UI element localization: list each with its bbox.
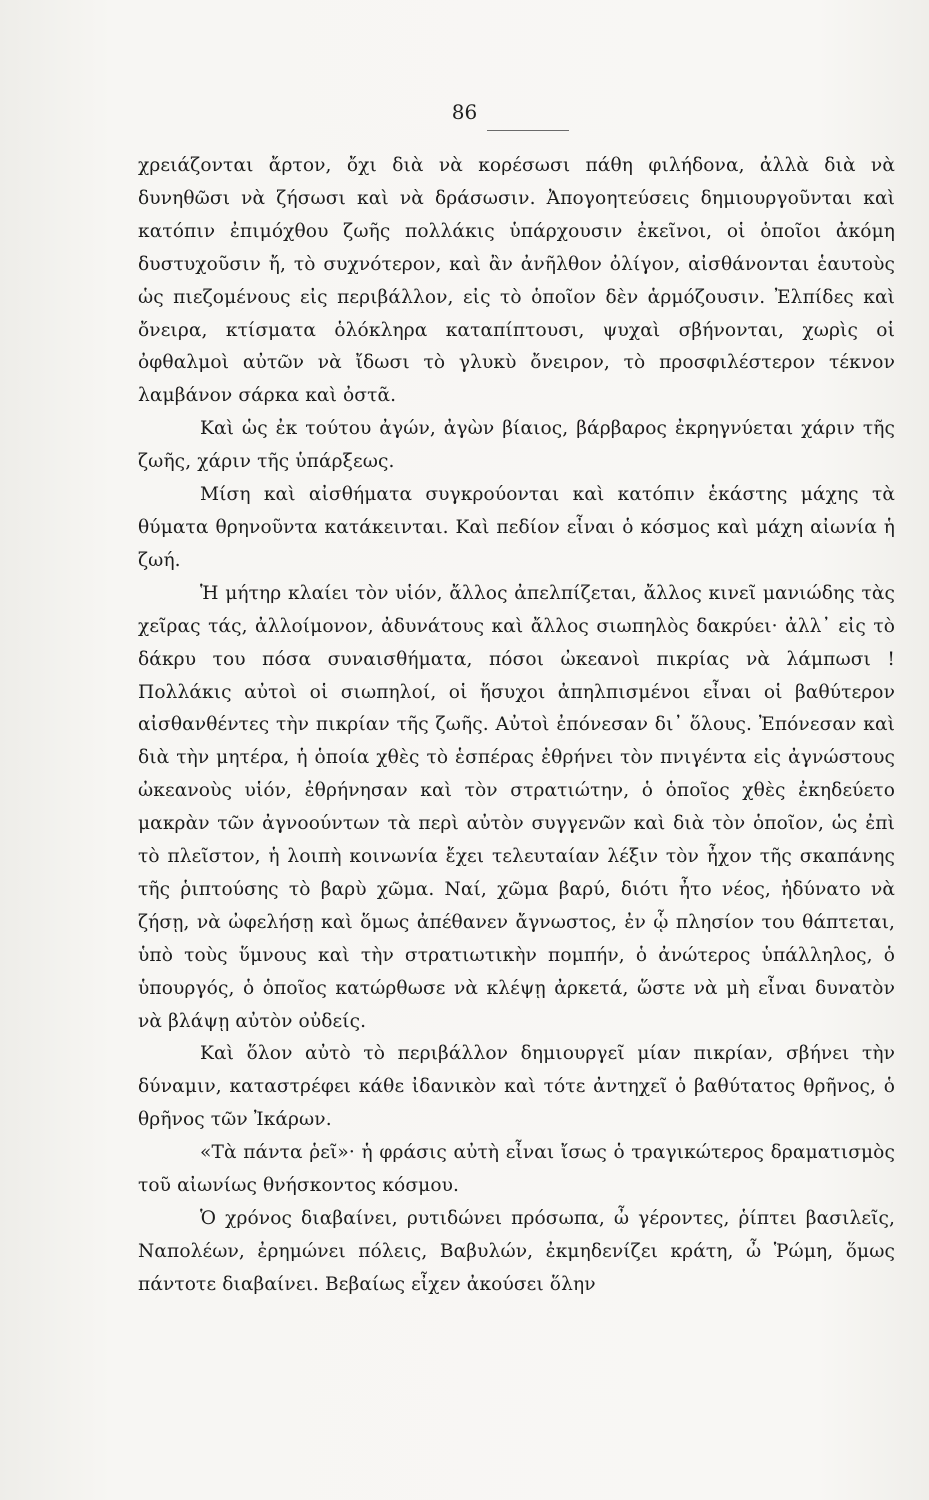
paragraph-2: Καὶ ὡς ἐκ τούτου ἀγών, ἀγὼν βίαιος, βάρβαρος ἐκρηγνύεται χάριν τῆς ζωῆς, χάριν τῆς ὑπάρξεως. xyxy=(138,418,895,473)
body-text xyxy=(138,150,895,1302)
paragraph-3: Μίση καὶ αἰσθήματα συγκρούονται καὶ κατόπιν ἑκάστης μάχης τὰ θύματα θρηνοῦντα κατάκεινται. Καὶ πεδίον εἶναι ὁ κόσμος καὶ μάχη αἰωνία ἡ ζωή. xyxy=(138,484,895,571)
paragraph-6: «Τὰ πάντα ῥεῖ»· ἡ φράσις αὐτὴ εἶναι ἴσως ὁ τραγικώτερος δραματισμὸς τοῦ αἰωνίως θνήσκοντος κόσμου. xyxy=(138,1142,895,1197)
page-number: 86 xyxy=(451,100,478,124)
header-rule xyxy=(487,130,569,131)
paragraph-4: Ἡ μήτηρ κλαίει τὸν υἱόν, ἄλλος ἀπελπίζεται, ἄλλος κινεῖ μανιώδης τὰς χεῖρας τάς, ἀλλοίμονον, ἀδυνάτους καὶ ἄλλος σιωπηλὸς δακρύει· ἀλλ᾿ εἰς τὸ δάκρυ του πόσα συναισθήματα, πόσοι ὠκεανοὶ πικρίας νὰ λάμπωσι ! Πολλάκις αὐτοὶ οἱ σιωπηλοί, οἱ ἥσυχοι ἀπηλπισμένοι εἶναι οἱ βαθύτερον αἰσθανθέντες τὴν πικρίαν τῆς ζωῆς. Αὐτοὶ ἐπόνεσαν δι᾿ ὅλους. Ἐπόνεσαν καὶ διὰ τὴν μητέρα, ἡ ὁποία χθὲς τὸ ἑσπέρας ἐθρήνει τὸν πνιγέντα εἰς ἀγνώστους ὠκεανοὺς υἱόν, ἐθρήνησαν καὶ τὸν στρατιώτην, ὁ ὁποῖος χθὲς ἐκηδεύετο μακρὰν τῶν ἀγνοούντων τὰ περὶ αὐτὸν συγγενῶν καὶ διὰ τὸν ὁποῖον, ὡς ἐπὶ τὸ πλεῖστον, ἡ λοιπὴ κοινωνία ἔχει τελευταίαν λέξιν τὸν ἦχον τῆς σκαπάνης τῆς ῥιπτούσης τὸ βαρὺ χῶμα. Ναί, χῶμα βαρύ, διότι ἦτο νέος, ἠδύνατο νὰ ζήσῃ, νὰ ὠφελήσῃ καὶ ὅμως ἀπέθανεν ἄγνωστος, ἐν ᾧ πλησίον του θάπτεται, ὑπὸ τοὺς ὕμνους καὶ τὴν στρατιωτικὴν πομπήν, ὁ ἀνώτερος ὑπάλληλος, ὁ ὑπουργός, ὁ ὁποῖος κατώρθωσε νὰ κλέψῃ ἀρκετά, ὥστε νὰ μὴ εἶναι δυνατὸν νὰ βλάψῃ αὐτὸν οὐδείς. xyxy=(138,582,895,1032)
paragraph-1: χρειάζονται ἄρτον, ὄχι διὰ νὰ κορέσωσι πάθη φιλήδονα, ἀλλὰ διὰ νὰ δυνηθῶσι νὰ ζήσωσι καὶ νὰ δράσωσιν. Ἀπογοητεύσεις δημιουργοῦνται καὶ κατόπιν ἐπιμόχθου ζωῆς πολλάκις ὑπάρχουσιν ἐκεῖνοι, οἱ ὁποῖοι ἀκόμη δυστυχοῦσιν ἤ, τὸ συχνότερον, καὶ ἂν ἀνῆλθον ὀλίγον, αἰσθάνονται ἑαυτοὺς ὡς πιεζομένους εἰς περιβάλλον, εἰς τὸ ὁποῖον δὲν ἁρμόζουσιν. Ἐλπίδες καὶ ὄνειρα, κτίσματα ὁλόκληρα καταπίπτουσι, ψυχαὶ σβήνονται, χωρὶς οἱ ὀφθαλμοὶ αὐτῶν νὰ ἴδωσι τὸ γλυκὺ ὄνειρον, τὸ προσφιλέστερον τέκνον λαμβάνον σάρκα καὶ ὀστᾶ. xyxy=(138,155,895,407)
paragraph-5: Καὶ ὅλον αὐτὸ τὸ περιβάλλον δημιουργεῖ μίαν πικρίαν, σβήνει τὴν δύναμιν, καταστρέφει κάθε ἰδανικὸν καὶ τότε ἀντηχεῖ ὁ βαθύτατος θρῆνος, ὁ θρῆνος τῶν Ἰκάρων. xyxy=(138,1043,895,1131)
paragraph-7: Ὁ χρόνος διαβαίνει, ρυτιδώνει πρόσωπα, ὦ γέροντες, ῥίπτει βασιλεῖς, Ναπολέων, ἐρημώνει πόλεις, Βαβυλών, ἐκμηδενίζει κράτη, ὦ Ῥώμη, ὅμως πάντοτε διαβαίνει. Βεβαίως εἶχεν ἀκούσει ὅλην xyxy=(138,1208,895,1295)
